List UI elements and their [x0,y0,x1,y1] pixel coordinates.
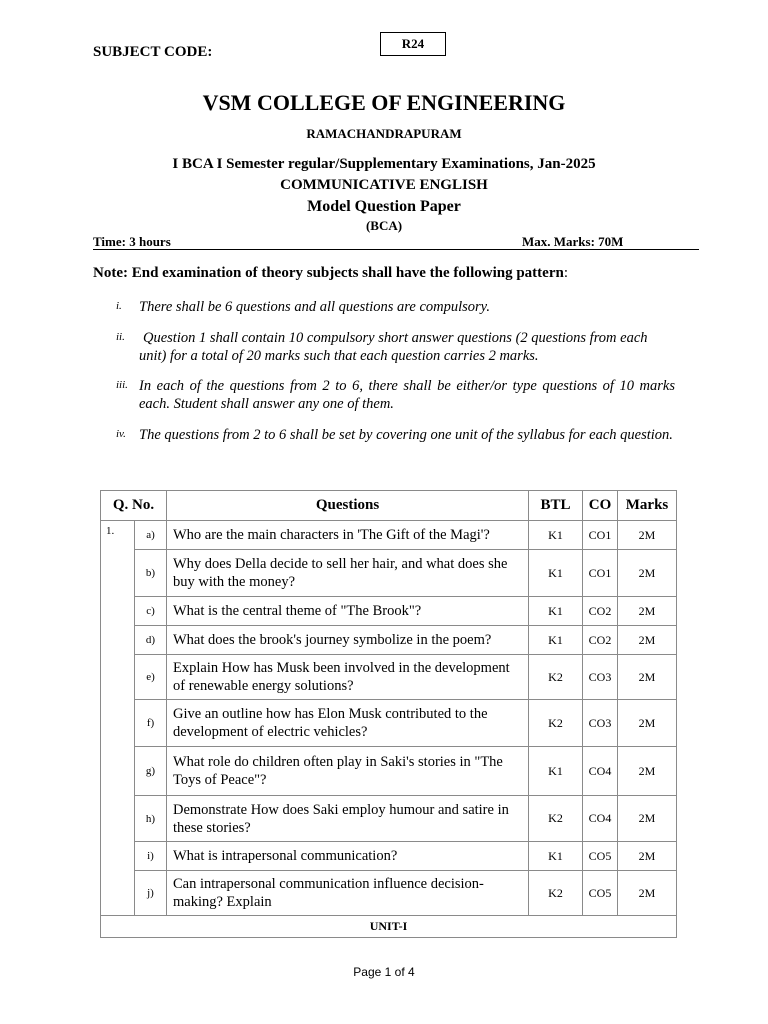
marks-cell: 2M [618,700,677,747]
instruction-text: In each of the questions from 2 to 6, there shall be either/or type questions of 10 marks each. Student shall answer any one of them. [139,378,675,412]
instruction-text: Question 1 shall contain 10 compulsory short answer questions (2 questions from each unit) for a total of 20 marks such that each question carries 2 marks. [139,330,648,364]
co-cell: CO4 [583,796,618,842]
table-row [101,550,677,597]
marks-cell: 2M [618,521,677,550]
sub-question-label: b) [135,550,167,597]
btl-cell: K1 [529,842,583,871]
question-text: What role do children often play in Saki's stories in "The Toys of Peace"? [167,747,529,796]
college-place: RAMACHANDRAPURAM [306,126,462,141]
question-text: What is the central theme of "The Brook"? [167,597,529,626]
btl-cell: K1 [529,747,583,796]
marks-cell: 2M [618,747,677,796]
question-text: Can intrapersonal communication influence decision-making? Explain [167,871,529,916]
question-table [100,490,677,938]
unit-row [101,916,677,938]
co-cell: CO1 [583,521,618,550]
sub-question-label: j) [135,871,167,916]
question-text: Explain How has Musk been involved in the development of renewable energy solutions? [167,655,529,700]
btl-cell: K1 [529,550,583,597]
question-text: Give an outline how has Elon Musk contributed to the development of electric vehicles? [167,700,529,747]
btl-cell: K1 [529,521,583,550]
table-row [101,597,677,626]
sub-question-label: a) [135,521,167,550]
marks-cell: 2M [618,796,677,842]
header-qno: Q. No. [101,491,167,521]
subject-code-box: R24 [380,32,446,56]
question-text: What is intrapersonal communication? [167,842,529,871]
time-label: Time: 3 hours [93,234,171,249]
marks-cell: 2M [618,626,677,655]
btl-cell: K2 [529,871,583,916]
marks-cell: 2M [618,597,677,626]
instruction-number: iii. [116,379,128,391]
co-cell: CO5 [583,842,618,871]
co-cell: CO1 [583,550,618,597]
subject-code-label: SUBJECT CODE: [93,44,213,60]
co-cell: CO2 [583,597,618,626]
marks-cell: 2M [618,550,677,597]
sub-question-label: e) [135,655,167,700]
question-text: Why does Della decide to sell her hair, and what does she buy with the money? [167,550,529,597]
paper-type: Model Question Paper [307,198,461,215]
unit-label: UNIT-I [101,916,677,938]
header-divider [93,249,699,250]
sub-question-label: h) [135,796,167,842]
sub-question-label: c) [135,597,167,626]
marks-cell: 2M [618,842,677,871]
program-name: (BCA) [365,218,403,233]
btl-cell: K1 [529,597,583,626]
page-number: Page 1 of 4 [353,965,415,979]
instruction-text: The questions from 2 to 6 shall be set by covering one unit of the syllabus for each question. [139,427,673,443]
header-marks: Marks [618,491,677,521]
co-cell: CO3 [583,655,618,700]
sub-question-label: d) [135,626,167,655]
question-text: What does the brook's journey symbolize in the poem? [167,626,529,655]
exam-title: I BCA I Semester regular/Supplementary Examinations, Jan-2025 [172,156,596,172]
btl-cell: K2 [529,655,583,700]
instruction-number: ii. [116,331,125,343]
sub-question-label: f) [135,700,167,747]
co-cell: CO3 [583,700,618,747]
table-row [101,796,677,842]
instruction-text: There shall be 6 questions and all questions are compulsory. [139,299,490,315]
header-questions: Questions [167,491,529,521]
college-title: VSM COLLEGE OF ENGINEERING [202,90,566,115]
max-marks-label: Max. Marks: 70M [522,234,624,249]
btl-cell: K2 [529,700,583,747]
table-header-row [101,491,677,521]
header-co: CO [583,491,618,521]
btl-cell: K2 [529,796,583,842]
sub-question-label: i) [135,842,167,871]
question-text: Demonstrate How does Saki employ humour and satire in these stories? [167,796,529,842]
table-row [101,626,677,655]
course-name: COMMUNICATIVE ENGLISH [280,177,488,193]
sub-question-label: g) [135,747,167,796]
header-btl: BTL [529,491,583,521]
table-row [101,655,677,700]
marks-cell: 2M [618,871,677,916]
co-cell: CO4 [583,747,618,796]
table-row [101,700,677,747]
table-row [101,521,677,550]
btl-cell: K1 [529,626,583,655]
note-colon: : [563,265,568,281]
question-text: Who are the main characters in 'The Gift of the Magi'? [167,521,529,550]
note-text: Note: End examination of theory subjects shall have the following pattern [93,265,564,281]
table-row [101,842,677,871]
co-cell: CO5 [583,871,618,916]
co-cell: CO2 [583,626,618,655]
marks-cell: 2M [618,655,677,700]
question-number: 1. [101,521,135,916]
note-line [93,265,568,282]
instruction-number: iv. [116,428,126,440]
table-row [101,871,677,916]
instruction-number: i. [116,300,122,312]
table-row [101,747,677,796]
